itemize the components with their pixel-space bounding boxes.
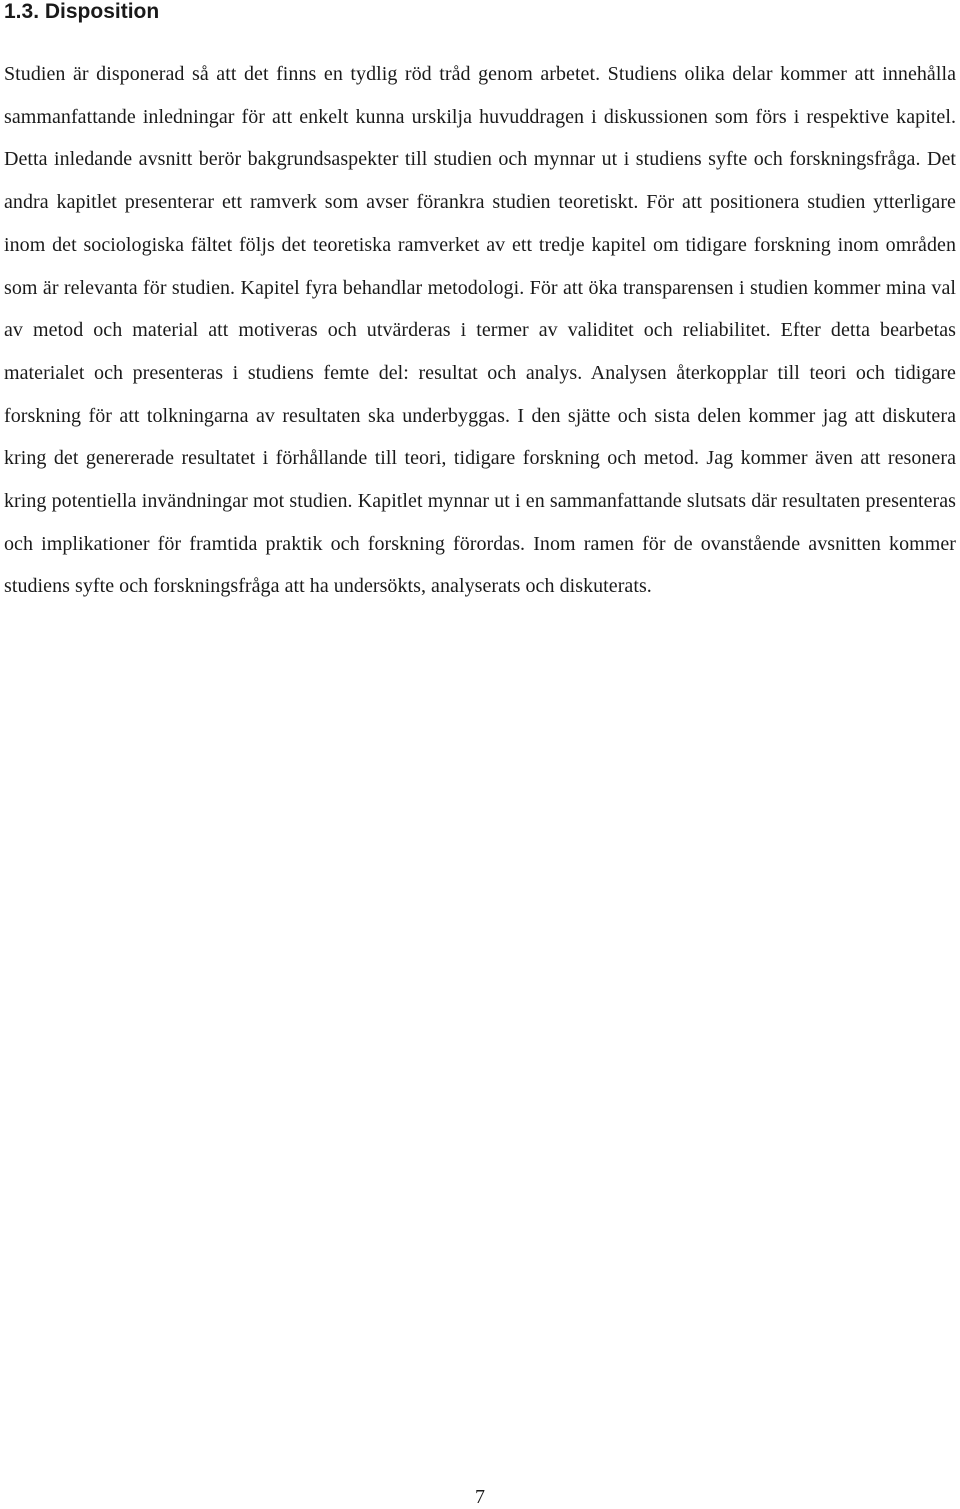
page-number: 7 [475,1486,485,1508]
body-paragraph: Studien är disponerad så att det finns en tydlig röd tråd genom arbetet. Studiens olika delar kommer att innehålla sammanfattande inledningar för att enkelt kunna urskilja huvuddragen i diskussionen som förs i respektive kapitel. Detta inledande avsnitt berör bakgrundsaspekter till studien och mynnar ut i studiens syfte och forskningsfråga. Det andra kapitlet presenterar ett ramverk som avser förankra studien teoretiskt. För att positionera studien ytterligare inom det sociologiska fältet följs det teoretiska ramverket av ett tredje kapitel om tidigare forskning inom områden som är relevanta för studien. Kapitel fyra behandlar metodologi. För att öka transparensen i studien kommer mina val av metod och material att motiveras och utvärderas i termer av validitet och reliabilitet. Efter detta bearbetas materialet och presenteras i studiens femte del: resultat och analys. Analysen återkopplar till teori och tidigare forskning för att tolkningarna av resultaten ska underbyggas. I den sjätte och sista delen kommer jag att diskutera kring det genererade resultatet i förhållande till teori, tidigare forskning och metod. Jag kommer även att resonera kring potentiella invändningar mot studien. Kapitlet mynnar ut i en sammanfattande slutsats där resultaten presenteras och implikationer för framtida praktik och forskning förordas. Inom ramen för de ovanstående avsnitten kommer studiens syfte och forskningsfråga att ha undersökts, analyserats och diskuterats. [4,63,956,598]
document-page [4,0,956,608]
section-heading: 1.3. Disposition [4,0,160,23]
